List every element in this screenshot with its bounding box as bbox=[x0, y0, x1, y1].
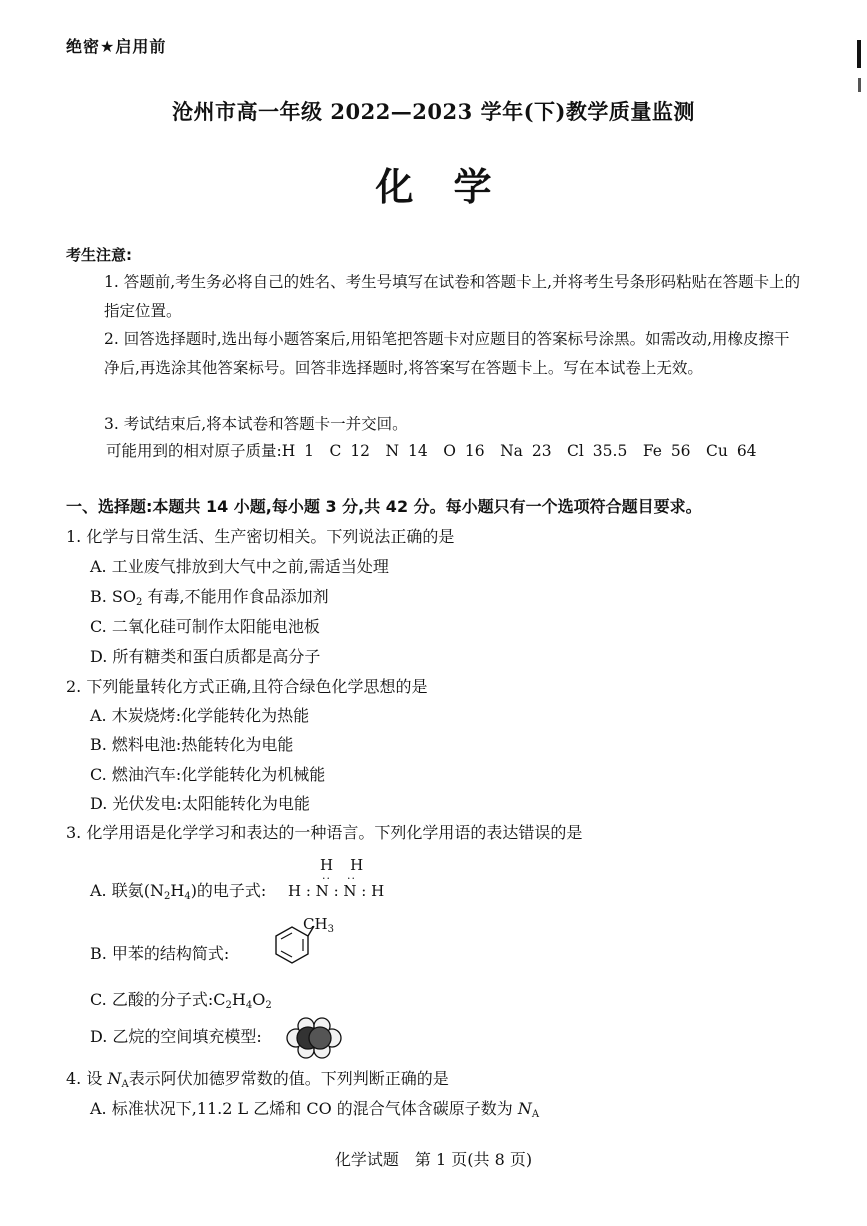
question-4-option-a bbox=[90, 1097, 539, 1121]
scan-edge-mark bbox=[857, 40, 861, 68]
q1b-sub: 2 bbox=[136, 597, 143, 608]
q4-na-sub: A bbox=[121, 1079, 129, 1090]
q3c-s2: 4 bbox=[245, 1000, 253, 1011]
q4a-pre: A. 标准状况下,11.2 L 乙烯和 CO 的混合气体含碳原子数为 bbox=[90, 1099, 518, 1118]
notice-item-1: 1. 答题前,考生务必将自己的姓名、考生号填写在试卷和答题卡上,并将考生号条形码粘贴在答题卡上的指定位置。 bbox=[104, 273, 801, 320]
hydrazine-top-h: H H bbox=[320, 856, 365, 874]
question-3-option-d: D. 乙烷的空间填充模型: bbox=[90, 1027, 262, 1046]
hydrazine-main-row: H : N : N : H bbox=[288, 882, 385, 900]
q1b-post: 有毒,不能用作食品添加剂 bbox=[142, 587, 329, 606]
lone-pair-dots-2: ·· bbox=[347, 872, 356, 885]
question-2-option-b: B. 燃料电池:热能转化为电能 bbox=[90, 735, 294, 754]
q4a-na-sub: A bbox=[531, 1109, 540, 1120]
ch3-text: CH bbox=[303, 915, 328, 933]
question-3-stem: 3. 化学用语是化学学习和表达的一种语言。下列化学用语的表达错误的是 bbox=[66, 823, 583, 842]
question-1-stem: 1. 化学与日常生活、生产密切相关。下列说法正确的是 bbox=[66, 527, 455, 546]
q3c-h: H bbox=[231, 990, 246, 1009]
q4-pre: 4. 设 bbox=[66, 1069, 108, 1088]
question-1-option-b bbox=[90, 585, 329, 609]
q3a-post: )的电子式: bbox=[190, 881, 267, 900]
question-3-option-a bbox=[90, 879, 266, 903]
q3c-s3: 2 bbox=[265, 1000, 272, 1011]
q4-na: N bbox=[107, 1069, 122, 1088]
question-3-option-c bbox=[90, 988, 272, 1012]
c-atom-2 bbox=[309, 1027, 331, 1049]
exam-title: 沧州市高一年级 2022—2023 学年(下)教学质量监测 bbox=[172, 99, 695, 124]
atomic-masses: 可能用到的相对原子质量:H 1 C 12 N 14 O 16 Na 23 Cl 35.5 Fe 56 Cu 64 bbox=[106, 442, 757, 460]
question-2-option-a: A. 木炭烧烤:化学能转化为热能 bbox=[90, 706, 310, 725]
ch3-sub: 3 bbox=[327, 924, 334, 935]
scan-edge-mark-small bbox=[858, 78, 861, 92]
question-1-option-d: D. 所有糖类和蛋白质都是高分子 bbox=[90, 647, 321, 666]
q3a-sub2: 4 bbox=[184, 891, 191, 902]
question-2-option-c: C. 燃油汽车:化学能转化为机械能 bbox=[90, 765, 326, 784]
ethane-space-filling-model-icon bbox=[286, 1016, 342, 1060]
question-1-option-c: C. 二氧化硅可制作太阳能电池板 bbox=[90, 617, 320, 636]
q3a-pre: A. 联氨(N bbox=[90, 881, 164, 900]
q4-post: 表示阿伏加德罗常数的值。下列判断正确的是 bbox=[128, 1069, 449, 1088]
q3c-o: O bbox=[252, 990, 266, 1009]
subject-title: 化学 bbox=[375, 165, 532, 209]
q3a-mid: H bbox=[170, 881, 185, 900]
question-2-option-d: D. 光伏发电:太阳能转化为电能 bbox=[90, 794, 310, 813]
notice-item-2: 2. 回答选择题时,选出每小题答案后,用铅笔把答题卡对应题目的答案标号涂黑。如需改动,用橡皮擦干净后,再选涂其他答案标号。回答非选择题时,将答案写在答题卡上。写在本试卷上无效。 bbox=[104, 330, 790, 377]
q1b-pre: B. SO bbox=[90, 587, 137, 606]
question-3-option-b: B. 甲苯的结构简式: bbox=[90, 944, 230, 963]
q3c-pre: C. 乙酸的分子式:C bbox=[90, 990, 226, 1009]
q3a-sub1: 2 bbox=[163, 891, 171, 902]
ring-double-bond-1 bbox=[281, 933, 292, 939]
question-1-option-a: A. 工业废气排放到大气中之前,需适当处理 bbox=[90, 557, 389, 576]
lone-pair-dots-1: ·· bbox=[322, 872, 331, 885]
question-2-stem: 2. 下列能量转化方式正确,且符合绿色化学思想的是 bbox=[66, 677, 428, 696]
question-4-stem bbox=[66, 1067, 449, 1091]
ring-double-bond-3 bbox=[281, 951, 292, 957]
page-footer: 化学试题 第 1 页(共 8 页) bbox=[334, 1150, 533, 1169]
toluene-ch3-label bbox=[303, 912, 334, 936]
confidential-label: 绝密★启用前 bbox=[66, 37, 167, 56]
notice-item-3: 3. 考试结束后,将本试卷和答题卡一并交回。 bbox=[104, 415, 408, 433]
notice-heading: 考生注意: bbox=[66, 246, 132, 264]
q3c-s1: 2 bbox=[225, 1000, 232, 1011]
q4a-na: N bbox=[517, 1099, 532, 1118]
section-title: 一、选择题:本题共 14 小题,每小题 3 分,共 42 分。每小题只有一个选项符合题目要求。 bbox=[66, 497, 702, 516]
